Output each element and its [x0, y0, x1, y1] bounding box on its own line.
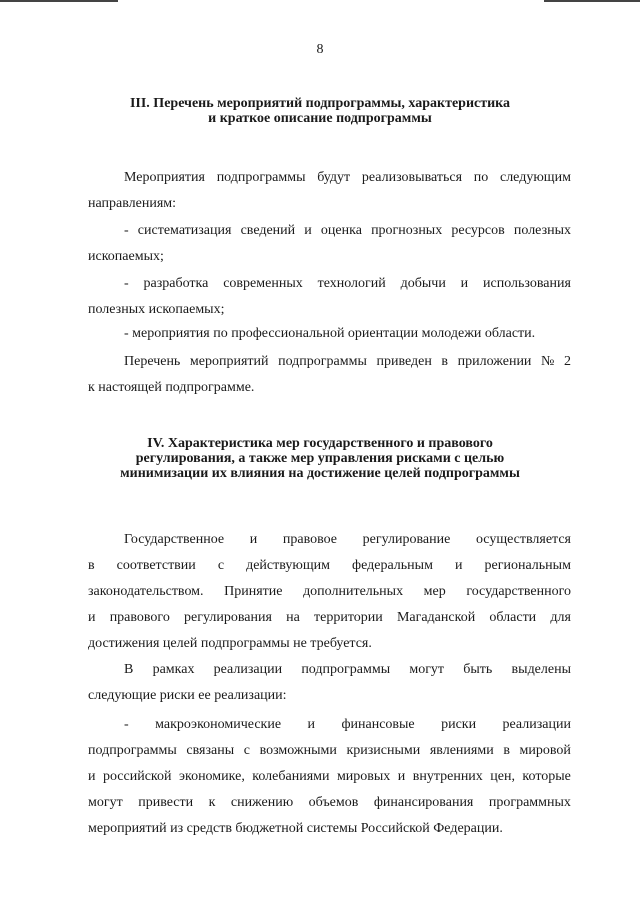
paragraph-line: к настоящей подпрограмме. [88, 380, 255, 395]
word: мер [423, 584, 446, 599]
word: правовое [282, 532, 338, 547]
word: реализовываться [361, 170, 463, 185]
section-4-title-line-1: IV. Характеристика мер государственного и правового [147, 436, 493, 451]
paragraph-line: ископаемых; [88, 249, 164, 264]
word: и [397, 769, 406, 784]
word: мировой [519, 743, 571, 758]
word: прогнозных [371, 223, 443, 238]
word: сведений [240, 223, 296, 238]
word: подпрограммы [278, 354, 367, 369]
word: для [550, 610, 571, 625]
word: кризисными [346, 743, 421, 758]
section-3-intro [88, 165, 571, 217]
word: быть [463, 662, 493, 677]
word: ресурсов [451, 223, 505, 238]
word: правового [109, 610, 170, 625]
word: и [88, 769, 96, 784]
word: приведен [376, 354, 432, 369]
word: федеральным [352, 558, 433, 573]
section-3-heading [70, 96, 570, 126]
word: осуществляется [475, 532, 571, 547]
paragraph-line [88, 349, 571, 375]
section-4-heading [70, 436, 570, 481]
word: программных [488, 795, 571, 810]
word: российской [102, 769, 172, 784]
word: - [124, 717, 129, 732]
paragraph-line [88, 790, 571, 816]
word: добычи [400, 276, 446, 291]
paragraph-line [88, 271, 571, 297]
word: возможными [259, 743, 337, 758]
paragraph-line: мероприятий из средств бюджетной системы Российской Федерации. [88, 821, 503, 836]
section-4-title-line-2: регулирования, а также мер управления рисками с целью [135, 451, 505, 466]
word: в [441, 354, 449, 369]
section-3-item-2 [88, 271, 571, 323]
word: экономике, [178, 769, 245, 784]
word: рамках [152, 662, 195, 677]
word: и [249, 532, 258, 547]
paragraph-line [88, 764, 571, 790]
word: реализации [502, 717, 571, 732]
word: связаны [186, 743, 235, 758]
word: финансирования [373, 795, 474, 810]
word: регулирования [184, 610, 272, 625]
word: разработка [143, 276, 209, 291]
word: с [243, 743, 250, 758]
word: внутренних [412, 769, 483, 784]
word: мировых [336, 769, 391, 784]
top-right-rule [544, 0, 640, 2]
page-number: 8 [316, 42, 324, 57]
word: законодательством. [88, 584, 204, 599]
word: - [124, 276, 129, 291]
word: В [124, 662, 134, 677]
paragraph-line [88, 218, 571, 244]
section-3-item-1 [88, 218, 571, 270]
word: макроэкономические [155, 717, 282, 732]
section-4-title-line-3: минимизации их влияния на достижение целей подпрограммы [120, 466, 520, 481]
word: Магаданской [396, 610, 476, 625]
section-4-paragraph-2 [88, 657, 571, 709]
word: привести [138, 795, 194, 810]
word: снижению [230, 795, 294, 810]
word: области [489, 610, 537, 625]
word: мероприятий [189, 354, 269, 369]
word: объемов [308, 795, 359, 810]
word: 2 [563, 354, 571, 369]
paragraph-line [88, 165, 571, 191]
word: подпрограммы [88, 743, 177, 758]
paragraph-line [88, 657, 571, 683]
word: выделены [511, 662, 571, 677]
section-3-item-3 [88, 321, 571, 347]
word: которые [522, 769, 571, 784]
section-3-appendix-note [88, 349, 571, 401]
section-4-paragraph-3 [88, 712, 571, 842]
top-left-rule [0, 0, 118, 2]
paragraph-line: направлениям: [88, 196, 177, 211]
paragraph-line [88, 605, 571, 631]
paragraph-line: следующие риски ее реализации: [88, 688, 287, 703]
word: Перечень [124, 354, 181, 369]
word: государственного [466, 584, 571, 599]
word: и [460, 276, 469, 291]
word: технологий [317, 276, 386, 291]
word: использования [483, 276, 571, 291]
word: и [304, 223, 312, 238]
word: Государственное [124, 532, 225, 547]
word: систематизация [137, 223, 232, 238]
section-4-paragraph-1 [88, 527, 571, 657]
word: дополнительных [303, 584, 404, 599]
word: могут [409, 662, 445, 677]
word: и [307, 717, 315, 732]
word: подпрограммы [216, 170, 306, 185]
word: приложении [457, 354, 532, 369]
word: реализации [213, 662, 283, 677]
paragraph-line: - мероприятия по профессиональной ориентации молодежи области. [124, 326, 536, 341]
word: с [217, 558, 225, 573]
word: соответствии [116, 558, 196, 573]
word: № [541, 354, 555, 369]
word: регулирование [362, 532, 451, 547]
word: по [473, 170, 489, 185]
paragraph-line [88, 579, 571, 605]
paragraph-line [88, 712, 571, 738]
section-3-title-line-1: III. Перечень мероприятий подпрограммы, характеристика [129, 96, 511, 111]
word: следующим [499, 170, 571, 185]
word: могут [88, 795, 123, 810]
word: подпрограммы [301, 662, 391, 677]
word: к [208, 795, 216, 810]
word: Мероприятия [124, 170, 205, 185]
word: в [88, 558, 95, 573]
word: явлениями [429, 743, 494, 758]
word: колебаниями [252, 769, 330, 784]
word: территории [314, 610, 383, 625]
word: риски [441, 717, 477, 732]
section-3-title-line-2: и краткое описание подпрограммы [208, 111, 432, 126]
word: на [286, 610, 300, 625]
word: и [454, 558, 463, 573]
word: полезных [513, 223, 571, 238]
word: современных [223, 276, 303, 291]
paragraph-line [88, 738, 571, 764]
word: - [124, 223, 129, 238]
word: действующим [246, 558, 330, 573]
word: Принятие [224, 584, 283, 599]
paragraph-line: достижения целей подпрограммы не требуется. [88, 636, 372, 651]
paragraph-line [88, 553, 571, 579]
paragraph-line: полезных ископаемых; [88, 302, 225, 317]
word: в [503, 743, 510, 758]
paragraph-line [88, 527, 571, 553]
word: оценка [320, 223, 362, 238]
word: будут [317, 170, 351, 185]
word: цен, [490, 769, 515, 784]
word: и [88, 610, 96, 625]
word: региональным [484, 558, 571, 573]
word: финансовые [341, 717, 415, 732]
